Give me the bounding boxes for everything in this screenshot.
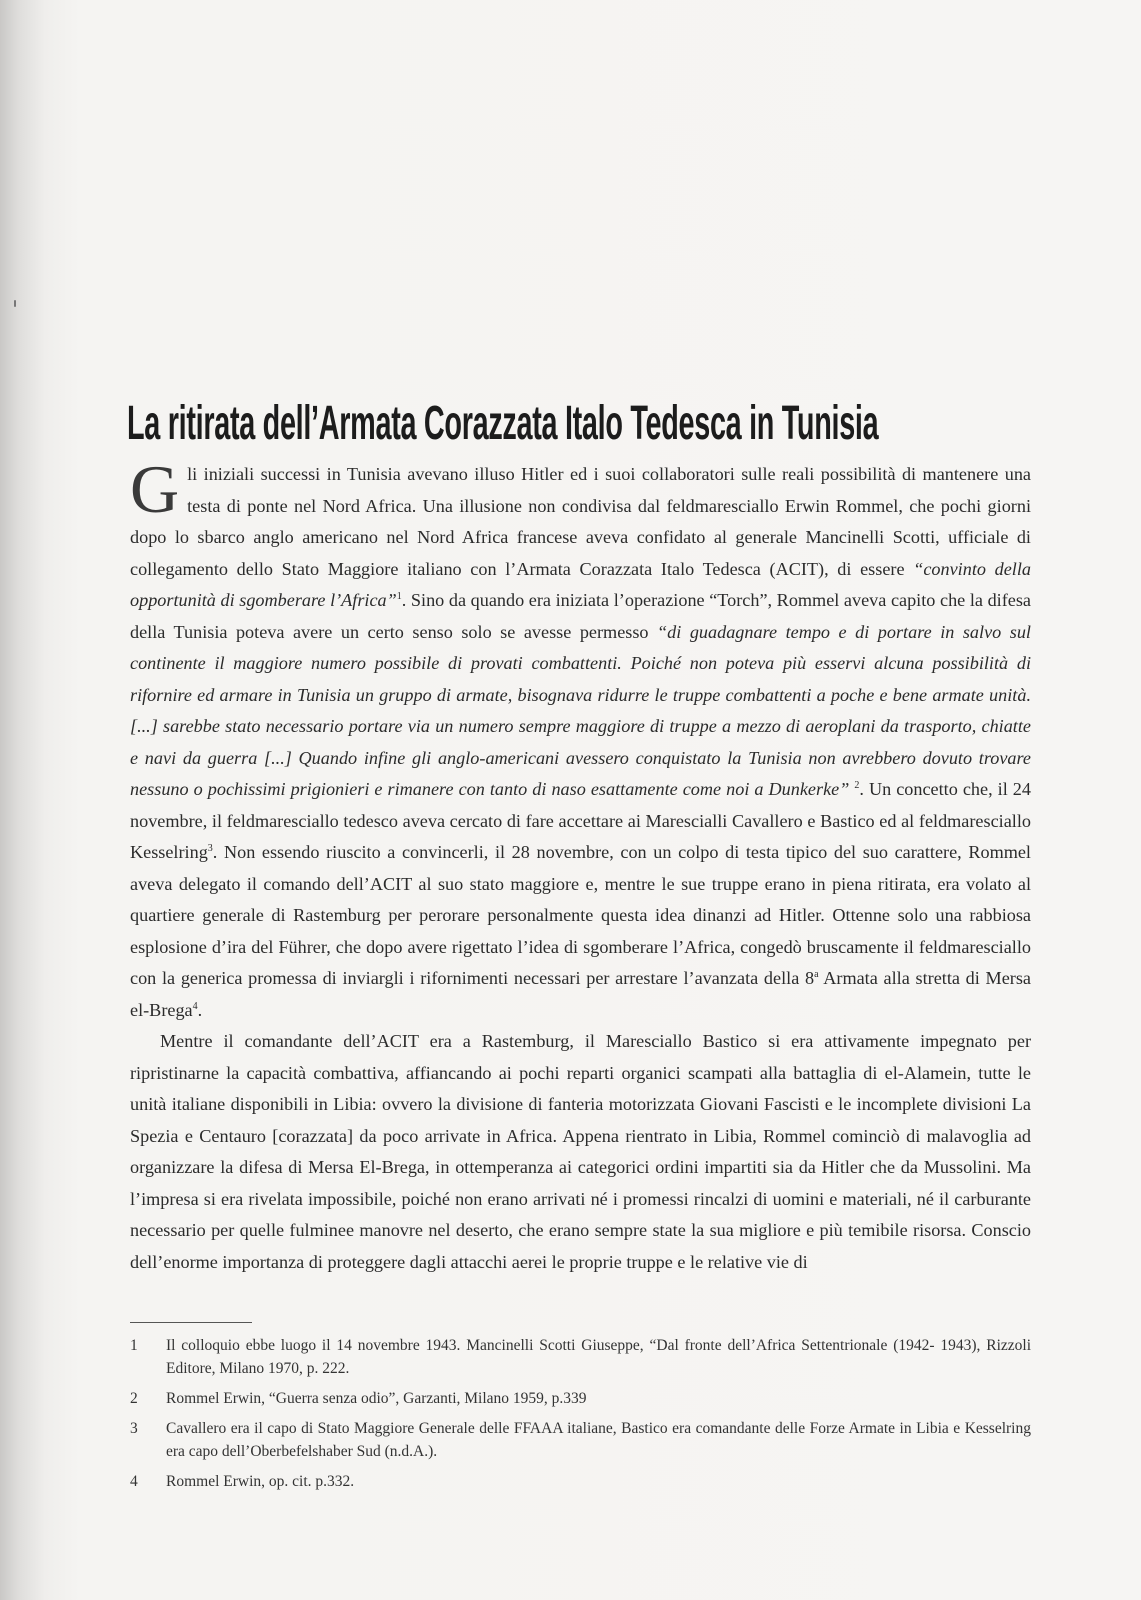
footnote-text: Il colloquio ebbe luogo il 14 novembre 1943. Mancinelli Scotti Giuseppe, “Dal fronte dell’Africa Settentrionale (1942- 1943), Rizzoli Editore, Milano 1970, p. 222. [166,1337,1031,1377]
text-run: Armata alla stretta di Mersa el-Brega [130,968,1031,1020]
drop-cap: G [130,451,180,527]
footnote-number: 4 [130,1473,138,1490]
footnote [130,1334,1031,1380]
footnote-text: Rommel Erwin, “Guerra senza odio”, Garzanti, Milano 1959, p.339 [166,1390,587,1407]
text-run: . Sino da quando era iniziata l’operazione “Torch”, Rommel aveva capito che la difesa della Tunisia poteva avere un certo senso solo se avesse permesso [130,590,1031,642]
text-run: . Non essendo riuscito a convincerli, il 28 novembre, con un colpo di testa tipico del suo carattere, Rommel aveva delegato il comando dell’ACIT al suo stato maggiore e, mentre le sue truppe erano in piena ritirata, era volato al quartiere generale di Rastemburg per perorare personalmente questa idea dinanzi ad Hitler. Ottenne solo una rabbiosa esplosione d’ira del Führer, che dopo avere rigettato l’idea di sgomberare l’Africa, congedò bruscamente il feldmaresciallo con la generica promessa di inviargli i rifornimenti necessari per arrestare l’avanzata della 8 [130,842,1031,988]
footnote [130,1417,1031,1463]
body-text [130,451,1031,1278]
footnote-number: 1 [130,1337,138,1354]
footnote [130,1470,1031,1493]
footnote-number: 2 [130,1390,138,1407]
footnote-ref-1: 1 [396,590,402,602]
scan-speck [14,300,16,307]
paragraph-1 [130,451,1031,1026]
footnotes [130,1334,1031,1500]
footnote-ref-4: 4 [192,1000,198,1012]
footnote-text: Rommel Erwin, op. cit. p.332. [166,1473,355,1490]
text-run: . Un concetto che, il 24 novembre, il feldmaresciallo tedesco aveva cercato di fare accettare ai Marescialli Cavallero e Bastico ed al feldmaresciallo Kesselring [130,779,1031,862]
text-run: . [197,999,203,1020]
ordinal-superscript: a [814,968,819,980]
footnote-text: Cavallero era il capo di Stato Maggiore Generale delle FFAAA italiane, Bastico era comandante delle Forze Armate in Libia e Kesselring era capo dell’Oberbefelshaber Sud (n.d.A.). [166,1420,1031,1460]
footnote-ref-3: 3 [207,842,213,854]
footnote [130,1387,1031,1410]
chapter-title: La ritirata dell’Armata Corazzata Italo Tedesca in Tunisia [127,397,879,451]
footnote-separator [130,1322,252,1323]
quotation: “convinto della opportunità di sgomberare l’Africa” [130,558,1031,610]
quotation: “di guadagnare tempo e di portare in salvo sul continente il maggiore numero possibile di provati combattenti. Poiché non poteva più esservi alcuna possibilità di rifornire ed armare in Tunisia un gruppo di armate, bisognava ridurre le truppe combattenti a poche e bene armate unità. [...] sarebbe stato necessario portare via un numero sempre maggiore di truppe a mezzo di aeroplani da trasporto, chiatte e navi da guerra [...] Quando infine gli anglo-americani avessero conquistato la Tunisia non avrebbero dovuto trovare nessuno o pochissimi prigionieri e rimanere con tanto di naso esattamente come noi a Dunkerke” [130,621,1031,799]
footnote-number: 3 [130,1420,138,1437]
paragraph-2: Mentre il comandante dell’ACIT era a Rastemburg, il Maresciallo Bastico si era attivamente impegnato per ripristinarne la capacità combattiva, affiancando ai pochi reparti organici scampati alla battaglia di el-Alamein, tutte le unità italiane disponibili in Libia: ovvero la divisione di fanteria motorizzata Giovani Fascisti e le incomplete divisioni La Spezia e Centauro [corazzata] da poco arrivate in Africa. Appena rientrato in Libia, Rommel cominciò di malavoglia ad organizzare la difesa di Mersa El-Brega, in ottemperanza ai categorici ordini impartiti sia da Hitler che da Mussolini. Ma l’impresa si era rivelata impossibile, poiché non erano arrivati né i promessi rincalzi di uomini e materiali, né il carburante necessario per quelle fulminee manovre nel deserto, che erano sempre state la sua migliore e più temibile risorsa. Conscio dell’enorme importanza di proteggere dagli attacchi aerei le proprie truppe e le relative vie di [130,1031,1031,1272]
text-run: li iniziali successi in Tunisia avevano illuso Hitler ed i suoi collaboratori sulle reali possibilità di mantenere una testa di ponte nel Nord Africa. Una illusione non condivisa dal feldmaresciallo Erwin Rommel, che pochi giorni dopo lo sbarco anglo americano nel Nord Africa francese aveva confidato al generale Mancinelli Scotti, ufficiale di collegamento dello Stato Maggiore italiano con l’Armata Corazzata Italo Tedesca (ACIT), di essere [130,464,1031,579]
footnote-ref-2: 2 [854,779,860,791]
